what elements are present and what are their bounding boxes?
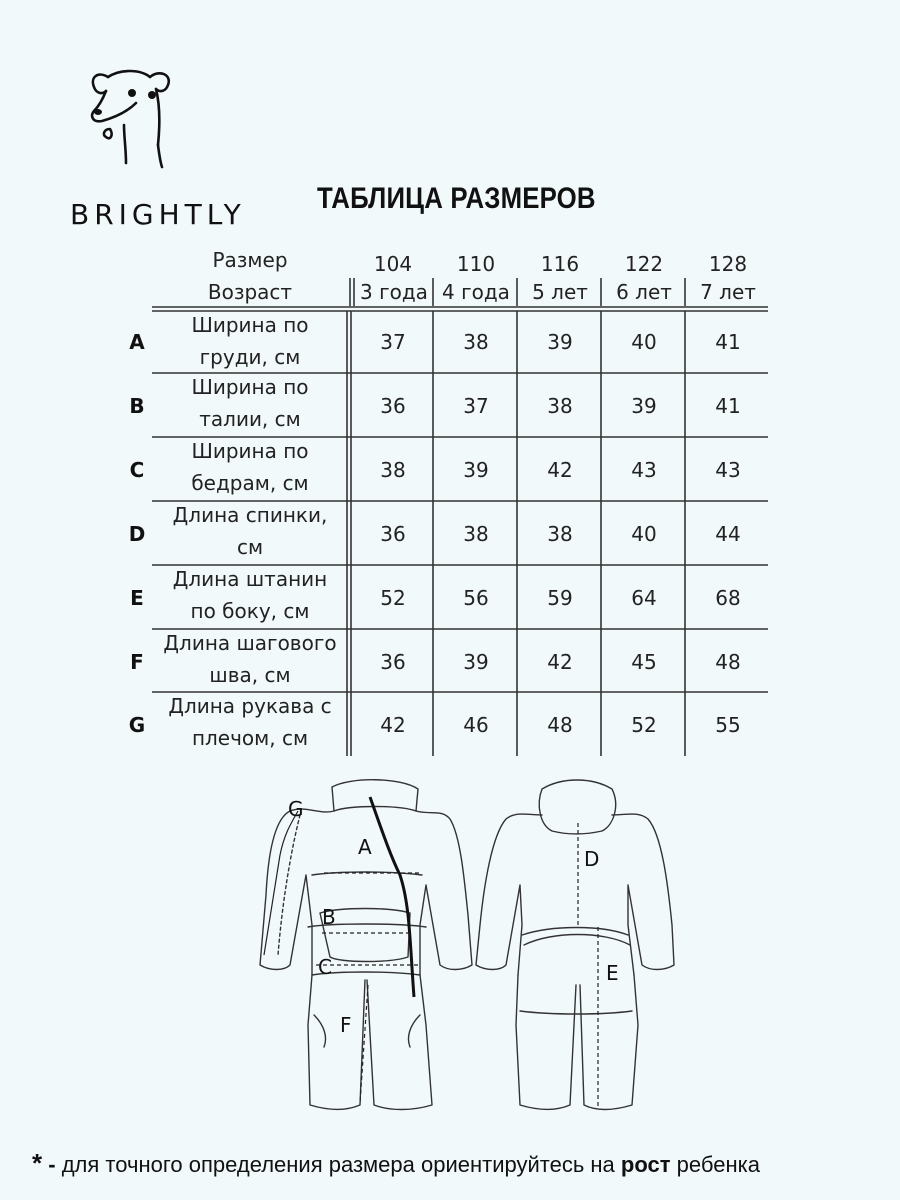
table-cell: 56: [463, 586, 489, 610]
measure-label-d: D: [584, 847, 600, 871]
table-cell: 43: [631, 458, 657, 482]
size-122: 122: [624, 252, 664, 276]
size-110: 110: [456, 252, 496, 276]
table-cell: 64: [631, 586, 657, 610]
age-5: 5 лет: [532, 280, 588, 304]
age-6: 6 лет: [616, 280, 672, 304]
table-cell: 39: [463, 458, 489, 482]
table-cell: 45: [631, 650, 657, 674]
row-letter: D: [128, 522, 146, 546]
row-letter: C: [129, 458, 145, 482]
row-letter: B: [129, 394, 145, 418]
param-label: Длина шагового шва, см: [163, 631, 337, 687]
table-cell: 42: [547, 650, 573, 674]
table-cell: 39: [547, 330, 573, 354]
page-title: ТАБЛИЦА РАЗМЕРОВ: [317, 182, 596, 215]
param-label: Ширина по бедрам, см: [191, 439, 309, 495]
table-cell: 39: [631, 394, 657, 418]
table-cell: 38: [547, 394, 573, 418]
table-cell: 41: [715, 330, 741, 354]
param-label: Длина спинки, см: [172, 503, 328, 559]
size-104: 104: [373, 252, 413, 276]
param-label: Длина рукава с плечом, см: [168, 694, 332, 750]
table-cell: 55: [715, 713, 741, 737]
footnote: [32, 1148, 760, 1179]
table-cell: 38: [463, 330, 489, 354]
row-letter: A: [129, 330, 145, 354]
table-cell: 68: [715, 586, 741, 610]
table-cell: 41: [715, 394, 741, 418]
table-cell: 43: [715, 458, 741, 482]
brand-name: BRIGHTLY: [70, 198, 246, 231]
table-cell: 42: [380, 713, 406, 737]
size-116: 116: [540, 252, 580, 276]
table-cell: 38: [547, 522, 573, 546]
table-cell: 48: [547, 713, 573, 737]
row-letter: E: [130, 586, 144, 610]
measure-label-a: A: [358, 835, 372, 859]
table-cell: 46: [463, 713, 489, 737]
size-128: 128: [708, 252, 748, 276]
age-7: 7 лет: [700, 280, 756, 304]
table-cell: 38: [380, 458, 406, 482]
row-letter: G: [128, 713, 146, 737]
table-cell: 59: [547, 586, 573, 610]
table-cell: 36: [380, 522, 406, 546]
footnote-star: *: [32, 1148, 43, 1178]
age-4: 4 года: [442, 280, 510, 304]
age-3: 3 года: [360, 280, 428, 304]
table-cell: 42: [547, 458, 573, 482]
measure-label-b: B: [322, 905, 336, 929]
footnote-text: для точного определения размера ориентируйтесь на: [61, 1152, 615, 1177]
jumpsuit-back-drawing: [472, 775, 682, 1125]
measure-label-f: F: [340, 1013, 352, 1037]
jumpsuit-front-drawing: [250, 775, 480, 1125]
table-cell: 38: [463, 522, 489, 546]
table-cell: 37: [463, 394, 489, 418]
table-cell: 52: [631, 713, 657, 737]
footnote-dash: -: [48, 1152, 56, 1177]
table-cell: 36: [380, 394, 406, 418]
table-cell: 37: [380, 330, 406, 354]
table-cell: 52: [380, 586, 406, 610]
param-label: Ширина по талии, см: [191, 375, 309, 431]
measure-label-e: E: [606, 961, 619, 985]
table-cell: 40: [631, 522, 657, 546]
table-cell: 36: [380, 650, 406, 674]
measure-label-g: G: [288, 797, 304, 821]
table-cell: 44: [715, 522, 741, 546]
size-header-label: Размер: [212, 248, 288, 272]
table-cell: 48: [715, 650, 741, 674]
table-cell: 39: [463, 650, 489, 674]
measure-label-c: C: [318, 955, 332, 979]
footnote-emphasis: рост: [620, 1152, 671, 1177]
footnote-text-end: ребенка: [676, 1152, 760, 1177]
age-header-label: Возраст: [207, 280, 293, 304]
param-label: Длина штанин по боку, см: [172, 567, 328, 623]
param-label: Ширина по груди, см: [191, 313, 309, 369]
table-cell: 40: [631, 330, 657, 354]
row-letter: F: [130, 650, 144, 674]
